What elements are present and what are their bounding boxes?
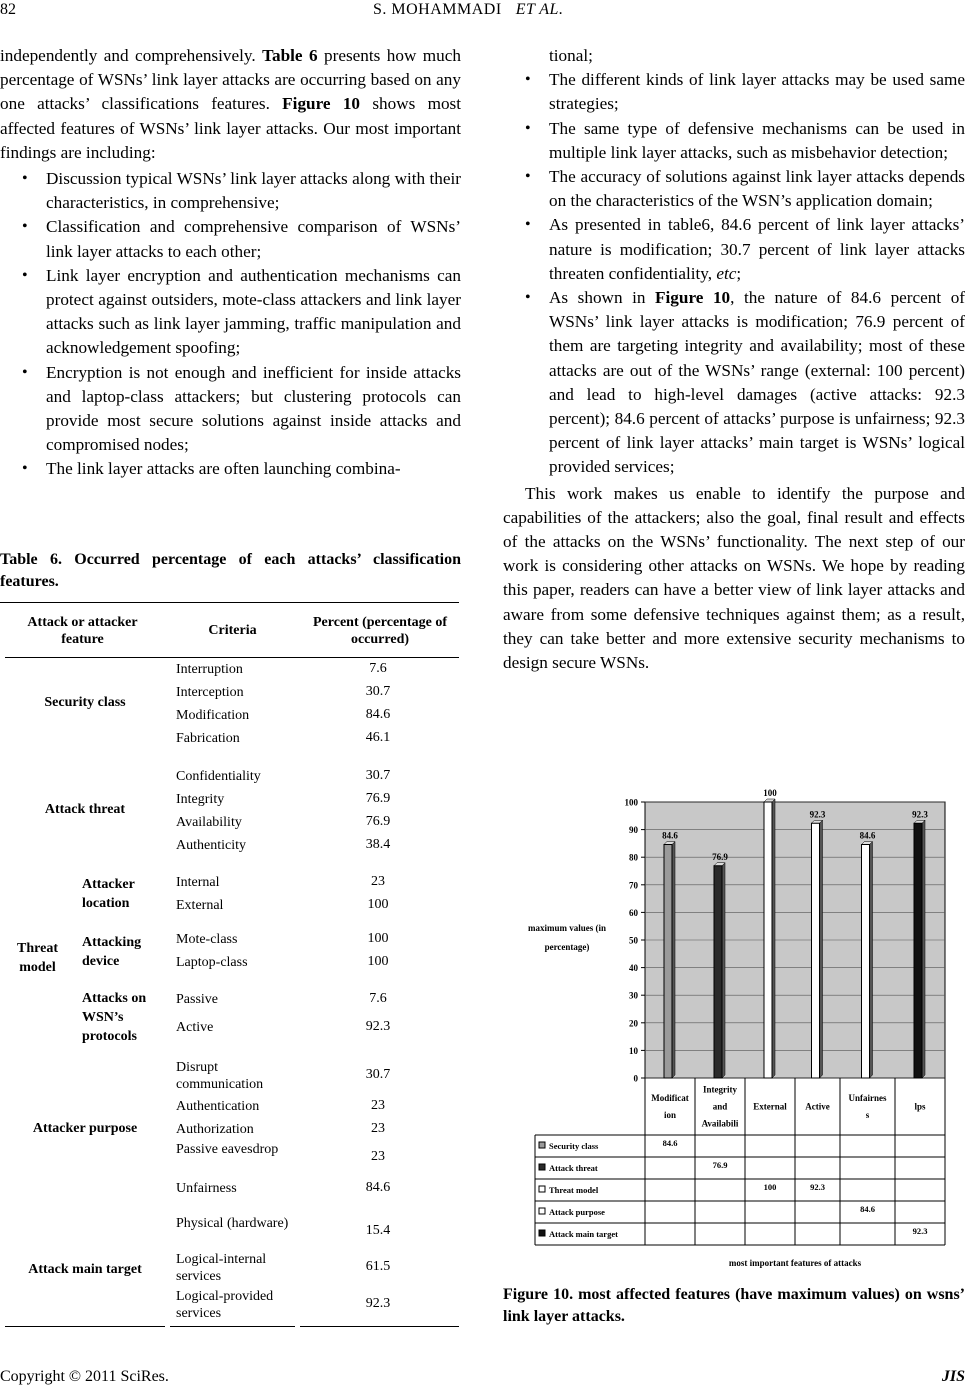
y-axis-title: percentage) bbox=[544, 942, 590, 952]
journal-abbrev: JIS bbox=[941, 1368, 965, 1385]
legend-label: Attack main target bbox=[549, 1229, 618, 1239]
table-cell-criteria: Laptop-class bbox=[176, 955, 248, 970]
y-tick-label: 80 bbox=[629, 852, 638, 863]
table-cell-percent: 23 bbox=[371, 1098, 385, 1113]
table-cell-criteria: Physical (hardware) bbox=[176, 1216, 289, 1231]
table-cell-criteria: Unfairness bbox=[176, 1181, 237, 1196]
list-item: • Encryption is not enough and inefficient for inside attacks and laptop-class attackers; but clustering protocols can provide most secure solutions against inside attacks and compromised nodes; bbox=[0, 361, 461, 458]
list-item-text: , the nature of 84.6 percent of WSNs’ link layer attacks is modification; 76.9 percent of them are targeting integrity and availability; most of these attacks are out of the WSNs’ range (external: 100 percent) and lead to high-level damages (active attacks: 92.3 percent); 84.6 percent of attacks’ purpose is unfairness; 92.3 percent of link layer attacks’ main target is WSNs’ logical provided services; bbox=[549, 288, 966, 477]
table-header-percent: Percent (percentage of occurred) bbox=[313, 615, 447, 647]
table-group-label: Threat model bbox=[17, 941, 58, 975]
table-cell-percent: 30.7 bbox=[365, 1067, 391, 1082]
legend-label: Attack threat bbox=[549, 1163, 598, 1173]
bar bbox=[664, 845, 672, 1078]
y-tick-label: 0 bbox=[633, 1073, 638, 1084]
table-cell-criteria: Interception bbox=[176, 685, 244, 700]
table-cell-percent: 84.6 bbox=[365, 1180, 391, 1195]
list-item bbox=[503, 286, 965, 480]
bar-value-label: 84.6 bbox=[859, 830, 876, 841]
y-tick-label: 50 bbox=[629, 935, 638, 946]
intro-text: independently and comprehensively. bbox=[0, 46, 263, 65]
list-item-text: As shown in bbox=[549, 288, 656, 308]
bar-value-label: 100 bbox=[763, 788, 777, 798]
y-tick-label: 20 bbox=[629, 1018, 638, 1029]
y-tick-label: 90 bbox=[629, 825, 638, 836]
right-column bbox=[503, 44, 965, 675]
table-cell-criteria: Availability bbox=[176, 815, 242, 830]
x-category-label: ion bbox=[663, 1110, 677, 1120]
table-cell-criteria: Active bbox=[176, 1020, 214, 1035]
running-head-authors: S. MOHAMMADI bbox=[373, 1, 502, 18]
legend-label: Threat model bbox=[549, 1185, 599, 1195]
table-value: 92.3 bbox=[912, 1226, 928, 1236]
legend-swatch bbox=[539, 1230, 545, 1236]
table-cell-percent: 76.9 bbox=[365, 814, 391, 829]
table-cell-percent: 100 bbox=[367, 954, 389, 969]
table-cell-percent: 61.5 bbox=[365, 1259, 391, 1274]
list-item bbox=[503, 213, 965, 286]
table-cell-criteria: Integrity bbox=[176, 792, 225, 807]
intro-text: shows most affected features of WSNs’ link layer attacks. Our most important findings are including: bbox=[0, 94, 462, 162]
table-sublabel: Attacker location bbox=[82, 877, 135, 911]
x-category-label: lps bbox=[914, 1101, 926, 1112]
y-tick-label: 60 bbox=[629, 907, 638, 918]
table-cell-criteria: Authentication bbox=[176, 1099, 260, 1114]
x-category-label: Modificat bbox=[651, 1093, 689, 1103]
table-cell-criteria: Modification bbox=[176, 708, 250, 723]
y-tick-label: 70 bbox=[629, 880, 638, 891]
italic-text: etc bbox=[716, 263, 737, 283]
list-item: • Discussion typical WSNs’ link layer attacks along with their characteristics, in comprehensive; bbox=[0, 167, 461, 215]
table-cell-percent: 23 bbox=[371, 1121, 385, 1136]
table-cell-percent: 38.4 bbox=[365, 837, 391, 852]
table-cell-criteria: Passive bbox=[176, 992, 218, 1007]
legend-swatch bbox=[539, 1164, 545, 1170]
figure-10-chart bbox=[505, 778, 967, 1273]
table-caption: Table 6. Occurred percentage of each attacks’ classification features. bbox=[0, 551, 461, 590]
bar-value-label: 92.3 bbox=[912, 809, 928, 820]
table-cell-percent: 92.3 bbox=[365, 1296, 391, 1311]
table-cell-criteria: Interruption bbox=[176, 662, 243, 677]
table-cell-criteria: Confidentiality bbox=[176, 769, 261, 784]
table-group-label: Attacker purpose bbox=[32, 1121, 138, 1136]
table-cell-criteria: Authorization bbox=[176, 1122, 254, 1137]
table-cell-percent: 15.4 bbox=[365, 1223, 391, 1238]
table-cell-percent: 100 bbox=[367, 931, 389, 946]
table-cell-percent: 100 bbox=[367, 897, 389, 912]
x-category-label: External bbox=[753, 1101, 787, 1112]
intro-ref: Figure 10 bbox=[282, 94, 361, 114]
table-group-label: Security class bbox=[44, 695, 126, 710]
table-cell-criteria: Logical-provided services bbox=[176, 1289, 274, 1321]
table-header-criteria: Criteria bbox=[208, 623, 257, 638]
legend-swatch bbox=[539, 1142, 545, 1148]
y-tick-label: 40 bbox=[629, 963, 638, 974]
list-item bbox=[503, 68, 965, 116]
findings-list bbox=[0, 167, 461, 482]
page-header bbox=[0, 0, 967, 28]
intro-text: presents how much percentage of WSNs’ link layer attacks are occurring based on any one attacks’ classifications features. bbox=[0, 46, 461, 114]
table-value: 76.9 bbox=[712, 1160, 728, 1170]
x-category-label: s bbox=[865, 1110, 870, 1120]
x-category-label: Active bbox=[805, 1101, 830, 1112]
legend-label: Security class bbox=[549, 1141, 599, 1151]
table-sublabel: Attacking device bbox=[82, 935, 142, 969]
table-group-label: Attack threat bbox=[44, 802, 126, 817]
bar-value-label: 76.9 bbox=[712, 851, 728, 862]
table-cell-percent: 76.9 bbox=[365, 791, 391, 806]
list-item-text: The same type of defensive mechanisms can be used in multiple link layer attacks, such as misbehavior detection; bbox=[549, 118, 965, 162]
list-item: • Classification and comprehensive comparison of WSNs’ link layer attacks to each other; bbox=[0, 215, 461, 263]
table-cell-criteria: Fabrication bbox=[176, 731, 240, 746]
table-cell-percent: 84.6 bbox=[365, 707, 391, 722]
list-item bbox=[503, 117, 965, 165]
table-value: 92.3 bbox=[810, 1182, 825, 1192]
y-tick-label: 100 bbox=[624, 797, 638, 808]
table-group-label: Attack main target bbox=[28, 1262, 142, 1277]
x-category-label: Availabili bbox=[701, 1118, 739, 1129]
intro-paragraph bbox=[0, 44, 461, 165]
list-item bbox=[503, 165, 965, 213]
bar-value-label: 84.6 bbox=[662, 830, 678, 841]
figure-caption: Figure 10. most affected features (have maximum values) on wsns’ link layer attacks. bbox=[503, 1286, 965, 1325]
bar bbox=[862, 845, 870, 1078]
figure-ref: Figure 10 bbox=[655, 288, 731, 308]
legend-swatch bbox=[539, 1186, 545, 1192]
page-number: 82 bbox=[0, 1, 16, 18]
table-header-feature: Attack or attacker feature bbox=[27, 615, 138, 647]
closing-paragraph: This work makes us enable to identify the purpose and capabilities of the attackers; also the goal, final result and effects of the attacks on the WSNs’ functionality. The next step of our work is considering other attacks on WSNs. We hope by reading this paper, readers can have a better view of link layer attacks and aware from some defensive techniques against them; as a result, they can take better and more extensive security mechanisms to design secure WSNs. bbox=[503, 483, 965, 673]
legend-label: Attack purpose bbox=[549, 1207, 605, 1217]
table-cell-criteria: Logical-internal services bbox=[176, 1252, 267, 1284]
table-cell-percent: 7.6 bbox=[369, 661, 387, 676]
left-column bbox=[0, 44, 461, 482]
running-head bbox=[373, 1, 563, 19]
y-tick-label: 30 bbox=[629, 990, 638, 1001]
table-value: 84.6 bbox=[662, 1138, 678, 1148]
intro-ref: Table 6 bbox=[262, 46, 318, 65]
conclusions-list bbox=[503, 68, 965, 479]
table-cell-percent: 23 bbox=[371, 1149, 385, 1164]
x-category-label: Integrity bbox=[703, 1084, 737, 1095]
y-tick-label: 10 bbox=[629, 1045, 638, 1056]
bar bbox=[714, 866, 722, 1078]
table-cell-percent: 46.1 bbox=[365, 730, 391, 745]
list-item-text: ; bbox=[736, 263, 742, 283]
list-item-text: The different kinds of link layer attacks may be used same strategies; bbox=[549, 70, 965, 114]
x-axis-title: most important features of attacks bbox=[728, 1258, 862, 1268]
table-cell-percent: 30.7 bbox=[365, 684, 391, 699]
table-value: 84.6 bbox=[860, 1204, 875, 1214]
table-cell-percent: 92.3 bbox=[365, 1019, 391, 1034]
table-cell-criteria: Internal bbox=[176, 875, 220, 890]
x-category-label: and bbox=[712, 1101, 728, 1112]
copyright: Copyright © 2011 SciRes. bbox=[0, 1368, 169, 1385]
running-head-etal: ET AL. bbox=[515, 1, 564, 18]
table-cell-criteria: Disrupt communication bbox=[176, 1060, 264, 1092]
bar bbox=[914, 823, 922, 1078]
table-cell-criteria: Authenticity bbox=[176, 838, 246, 853]
table-value: 100 bbox=[763, 1182, 777, 1192]
table-cell-criteria: Passive eavesdrop bbox=[176, 1142, 279, 1157]
bar-value-label: 92.3 bbox=[809, 809, 826, 820]
table-cell-percent: 23 bbox=[371, 874, 385, 889]
table-cell-percent: 30.7 bbox=[365, 768, 391, 783]
legend-swatch bbox=[539, 1208, 545, 1214]
table-cell-percent: 7.6 bbox=[369, 991, 387, 1006]
list-item: • Link layer encryption and authentication mechanisms can protect against outsiders, mote-class attackers and link layer attacks such as link layer jamming, traffic manipulation and acknowledgement spoofing; bbox=[0, 264, 461, 361]
table-cell-criteria: Mote-class bbox=[176, 932, 238, 947]
bar bbox=[812, 823, 820, 1078]
continued-bullet: tional; bbox=[549, 46, 593, 65]
x-category-label: Unfairnes bbox=[848, 1093, 887, 1103]
list-item-text: The accuracy of solutions against link layer attacks depends on the characteristics of the WSN’s application domain; bbox=[549, 167, 965, 211]
table-sublabel: Attacks on WSN’s protocols bbox=[82, 991, 147, 1044]
bar bbox=[764, 802, 772, 1078]
table-cell-criteria: External bbox=[176, 898, 224, 913]
y-axis-title: maximum values (in bbox=[527, 923, 607, 933]
list-item-text: As presented in table6, 84.6 percent of link layer attacks’ nature is modification; 30.7 percent of link layer attacks threaten confidentiality, bbox=[549, 215, 965, 283]
list-item: • The link layer attacks are often launching combina- bbox=[0, 457, 461, 481]
